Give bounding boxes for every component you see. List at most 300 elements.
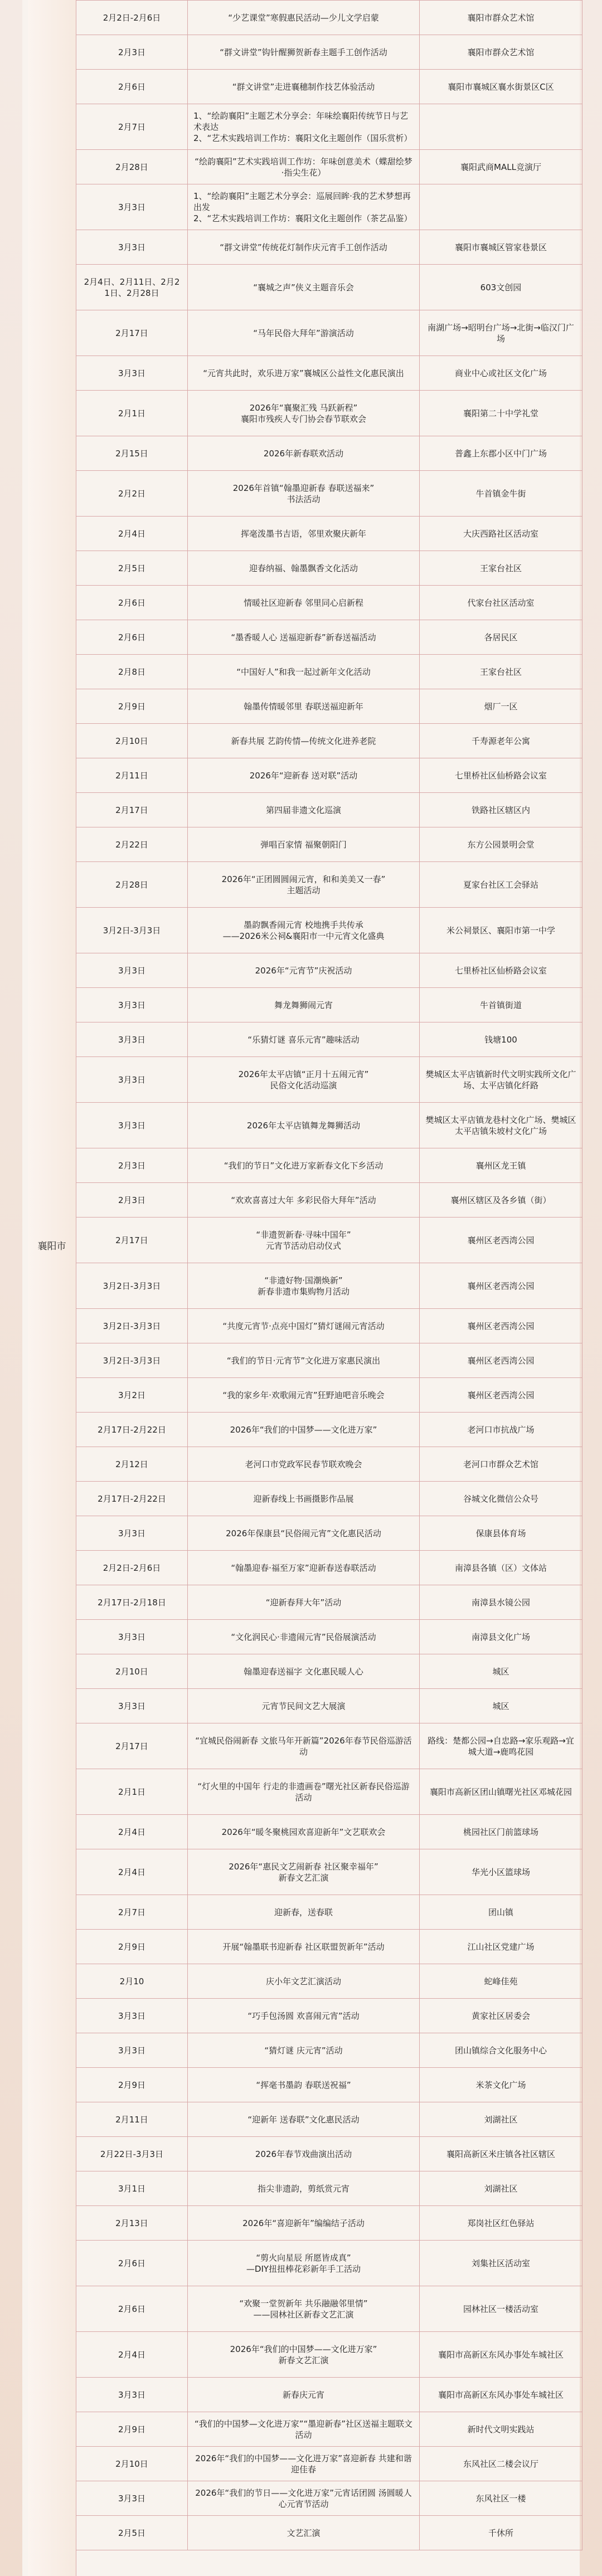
activity-line: 新春文艺汇演 <box>278 1872 329 1883</box>
row-activity <box>188 391 420 436</box>
row-activity <box>188 265 420 310</box>
row-activity <box>188 1343 420 1378</box>
activity-line: 2026年保康县“民俗闹元宵”文化惠民活动 <box>226 1528 381 1538</box>
row-date: 2月10日 <box>76 724 188 758</box>
row-date: 2月17日-2月22日 <box>76 1413 188 1447</box>
table-row <box>76 436 582 471</box>
row-location: 南湖广场→昭明台广场→北街→临汉门广场 <box>420 310 582 356</box>
row-activity <box>188 1218 420 1263</box>
table-row <box>76 265 582 310</box>
row-activity <box>188 586 420 620</box>
table-row <box>76 1 582 35</box>
activity-line: “乐猜灯谜 喜乐元宵”趣味活动 <box>247 1034 360 1045</box>
row-date: 3月3日 <box>76 184 188 230</box>
table-row <box>76 1930 582 1964</box>
activity-line: 老河口市党政军民春节联欢晚会 <box>245 1459 362 1469</box>
activity-line: 翰墨迎春送福字 文化惠民暖人心 <box>244 1666 363 1677</box>
activity-line: “群文讲堂”钩针醒狮贺新春主题手工创作活动 <box>220 47 387 57</box>
row-location: 南漳县文化广场 <box>420 1620 582 1654</box>
row-date: 3月2日 <box>76 1378 188 1413</box>
row-activity <box>188 2412 420 2447</box>
row-activity <box>188 827 420 862</box>
row-date: 3月2日-3月3日 <box>76 1263 188 1309</box>
row-location: 谷城文化微信公众号 <box>420 1482 582 1516</box>
row-date: 2月17日-2月22日 <box>76 1482 188 1516</box>
table-row <box>76 1022 582 1057</box>
activity-line: “灯火里的中国年 行走的非遗画卷”曙光社区新春民俗巡游活动 <box>197 1781 410 1803</box>
row-activity <box>188 1964 420 1999</box>
table-row <box>76 2447 582 2481</box>
row-date: 2月12日 <box>76 1447 188 1482</box>
row-location: 各居民区 <box>420 620 582 655</box>
activity-line: 开展“翰墨联书迎新春 社区联盟贺新年”活动 <box>222 1941 385 1952</box>
row-date: 3月3日 <box>76 2481 188 2516</box>
activity-line: “欢聚一堂贺新年 共乐融融邻里情” <box>239 2298 368 2309</box>
row-date: 2月6日 <box>76 2241 188 2286</box>
activity-line: 主题活动 <box>287 885 321 895</box>
table-row <box>76 2286 582 2332</box>
row-date: 2月9日 <box>76 1930 188 1964</box>
activity-line: 1、“绘韵襄阳”主题艺术分享会：巡展回眸·我的艺术梦想再出发 <box>193 191 411 212</box>
row-activity <box>188 517 420 551</box>
row-activity <box>188 1930 420 1964</box>
row-activity <box>188 1057 420 1103</box>
row-location: 黄家社区居委会 <box>420 1999 582 2033</box>
row-activity <box>188 2102 420 2137</box>
row-date: 3月3日 <box>76 1057 188 1103</box>
table-row <box>76 1999 582 2033</box>
row-location: 大庆西路社区活动室 <box>420 517 582 551</box>
row-date: 2月15日 <box>76 436 188 471</box>
row-location: 王家台社区 <box>420 551 582 586</box>
row-activity <box>188 230 420 265</box>
row-date: 3月3日 <box>76 988 188 1022</box>
row-activity <box>188 2241 420 2286</box>
row-date: 2月4日 <box>76 1849 188 1895</box>
row-location: 华光小区篮球场 <box>420 1849 582 1895</box>
table-row <box>76 2171 582 2206</box>
row-location: 襄阳市襄城区襄水街景区C区 <box>420 70 582 104</box>
row-location: 钱塘100 <box>420 1022 582 1057</box>
activity-line: 挥毫泼墨书吉语，邻里欢聚庆新年 <box>240 528 366 539</box>
row-activity <box>188 689 420 724</box>
row-activity <box>188 1 420 35</box>
row-activity <box>188 620 420 655</box>
activity-line: “马年民俗大拜年”游演活动 <box>253 328 354 338</box>
activity-line: “欢欢喜喜过大年 多彩民俗大拜年”活动 <box>231 1195 376 1205</box>
row-location: 襄州区辖区及各乡镇（街） <box>420 1183 582 1218</box>
row-activity <box>188 1815 420 1849</box>
event-table <box>28 0 585 2576</box>
activity-line: “共度元宵节·点亮中国灯”猜灯谜闹元宵活动 <box>222 1321 385 1331</box>
table-row <box>76 2516 582 2550</box>
row-location: 东风社区一楼 <box>420 2481 582 2516</box>
row-location: 路线：楚都公园→自忠路→家乐观路→宜城大道→鹿鸣花园 <box>420 1723 582 1769</box>
activity-line: 2026年春节戏曲演出活动 <box>255 2149 352 2159</box>
row-activity <box>188 1413 420 1447</box>
row-activity <box>188 436 420 471</box>
table-row <box>76 150 582 184</box>
activity-line: ——2026米公祠&襄阳市一中元宵文化盛典 <box>222 931 385 941</box>
row-date: 3月2日-3月3日 <box>76 1343 188 1378</box>
row-date: 2月28日 <box>76 862 188 908</box>
row-date: 3月3日 <box>76 1022 188 1057</box>
row-activity <box>188 2447 420 2481</box>
row-location: 普鑫上东郡小区中门广场 <box>420 436 582 471</box>
table-row <box>76 2378 582 2412</box>
activity-line: 新春非遗市集购物月活动 <box>257 1286 349 1297</box>
row-location: 王家台社区 <box>420 655 582 689</box>
row-location: 商业中心或社区文化广场 <box>420 356 582 391</box>
row-date: 2月17日 <box>76 1723 188 1769</box>
row-activity <box>188 1723 420 1769</box>
row-location: 烟厂一区 <box>420 689 582 724</box>
row-date: 2月17日 <box>76 310 188 356</box>
row-date: 2月11日 <box>76 758 188 793</box>
table-row <box>76 724 582 758</box>
row-activity <box>188 793 420 827</box>
row-date: 2月22日 <box>76 827 188 862</box>
row-location: 牛首镇街道 <box>420 988 582 1022</box>
row-activity <box>188 1103 420 1148</box>
activity-line: 书法活动 <box>287 494 321 504</box>
activity-line: “元宵共此时，欢乐进万家”襄城区公益性文化惠民演出 <box>203 368 404 378</box>
table-row <box>76 2068 582 2102</box>
row-location: 襄州区老西湾公园 <box>420 1343 582 1378</box>
activity-line: “我们的节日·元宵节”文化进万家惠民演出 <box>226 1355 381 1366</box>
row-activity <box>188 1148 420 1183</box>
row-activity <box>188 908 420 953</box>
row-date: 3月3日 <box>76 1999 188 2033</box>
activity-line: “群文讲堂”走进襄穗制作技艺体验活动 <box>232 81 375 92</box>
table-row <box>76 1447 582 1482</box>
row-location: 襄阳市群众艺术馆 <box>420 35 582 70</box>
row-activity <box>188 150 420 184</box>
row-location: 刘集社区活动室 <box>420 2241 582 2286</box>
table-row <box>76 1516 582 1551</box>
row-date: 3月1日 <box>76 2171 188 2206</box>
row-location: 新时代文明实践站 <box>420 2412 582 2447</box>
row-date: 2月1日 <box>76 1769 188 1815</box>
row-date: 2月6日 <box>76 70 188 104</box>
activity-line: “迎新年 送春联”文化惠民活动 <box>247 2114 360 2125</box>
activity-line: 2026年“惠民文艺闹新春 社区聚幸福年” <box>229 1861 378 1872</box>
row-location: 七里桥社区仙桥路会议室 <box>420 953 582 988</box>
table-row <box>76 70 582 104</box>
activity-line: 第四届非遗文化巡演 <box>265 805 341 815</box>
row-activity <box>188 551 420 586</box>
activity-line: 2026年首镇“翰墨迎新春 春联送福来” <box>232 483 375 493</box>
row-location: 米公祠景区、襄阳市第一中学 <box>420 908 582 953</box>
table-row <box>76 2206 582 2241</box>
activity-line: 舞龙舞狮闹元宵 <box>274 1000 333 1010</box>
row-activity <box>188 471 420 517</box>
activity-line: “文化润民心·非遗闹元宵”民俗展演活动 <box>231 1632 376 1642</box>
row-location: 桃园社区门前篮球场 <box>420 1815 582 1849</box>
table-row <box>76 391 582 436</box>
table-row <box>76 586 582 620</box>
row-date: 2月17日-2月18日 <box>76 1585 188 1620</box>
row-activity <box>188 35 420 70</box>
row-location: 襄阳市高新区团山镇曙光社区邓城花园 <box>420 1769 582 1815</box>
row-location: 城区 <box>420 1654 582 1689</box>
activity-line: 新春共展 艺韵传情—传统文化进养老院 <box>231 736 376 746</box>
row-location: 郑岗社区红色驿站 <box>420 2206 582 2241</box>
table-row <box>76 471 582 517</box>
row-location: 南漳县水镜公园 <box>420 1585 582 1620</box>
table-row <box>76 1849 582 1895</box>
row-date: 2月4日 <box>76 517 188 551</box>
activity-line: “非遗好物·国潮焕新” <box>264 1275 343 1285</box>
activity-line: “剪火向星辰 所愿皆成真” <box>256 2252 351 2263</box>
row-location <box>420 104 582 150</box>
table-row <box>76 1218 582 1263</box>
table-row <box>76 1964 582 1999</box>
activity-line: 2026年太平店镇舞龙舞狮活动 <box>246 1120 361 1131</box>
row-location: 襄州区老西湾公园 <box>420 1309 582 1343</box>
table-row <box>76 2412 582 2447</box>
row-location: 千休所 <box>420 2516 582 2550</box>
row-activity <box>188 758 420 793</box>
row-location: 保康县体育场 <box>420 1516 582 1551</box>
row-activity <box>188 1309 420 1343</box>
row-date: 2月13日 <box>76 2206 188 2241</box>
activity-line: 1、“绘韵襄阳”主题艺术分享会：年味绘襄阳传统节日与艺术表达 <box>193 110 409 132</box>
table-row <box>76 356 582 391</box>
region-column <box>28 0 76 2576</box>
activity-line: 元宵节民间文艺大展演 <box>261 1701 346 1711</box>
row-activity <box>188 1482 420 1516</box>
row-activity <box>188 2481 420 2516</box>
table-row <box>76 862 582 908</box>
activity-line: ——园林社区新春文艺汇演 <box>253 2309 354 2320</box>
activity-line: “我们的中国梦—文化进万家”“墨迎新春”社区送福主题联文活动 <box>194 2418 413 2440</box>
row-location: 东方公园景明会堂 <box>420 827 582 862</box>
table-row <box>76 1413 582 1447</box>
activities-table <box>76 0 582 2550</box>
activity-line: 2、“艺术实践培训工作坊：襄阳文化主题创作（国乐赏析） <box>193 133 412 143</box>
row-location: 603文创园 <box>420 265 582 310</box>
row-location: 襄州区老西湾公园 <box>420 1218 582 1263</box>
table-row <box>76 2241 582 2286</box>
row-date: 2月4日 <box>76 1815 188 1849</box>
table-row <box>76 1620 582 1654</box>
activity-line: 2026年“元宵节”庆祝活动 <box>255 965 352 976</box>
row-date: 2月2日-2月6日 <box>76 1551 188 1585</box>
activity-line: 翰墨传情暖邻里 春联送福迎新年 <box>244 701 363 712</box>
activity-line: 2026年“我们的中国梦——文化进万家” <box>230 2344 377 2354</box>
row-activity <box>188 2378 420 2412</box>
row-activity <box>188 1895 420 1930</box>
row-activity <box>188 2171 420 2206</box>
activity-line: 迎新春，送春联 <box>274 1907 333 1917</box>
row-activity <box>188 1378 420 1413</box>
row-date: 2月1日 <box>76 391 188 436</box>
table-row <box>76 2033 582 2068</box>
row-activity <box>188 724 420 758</box>
row-date: 2月17日 <box>76 1218 188 1263</box>
row-activity <box>188 104 420 150</box>
table-row <box>76 230 582 265</box>
table-row <box>76 655 582 689</box>
row-activity <box>188 310 420 356</box>
row-date: 2月8日 <box>76 655 188 689</box>
row-location: 襄州区老西湾公园 <box>420 1378 582 1413</box>
table-row <box>76 1689 582 1723</box>
activity-line: 元宵节活动启动仪式 <box>265 1240 341 1251</box>
activity-line: “非遗贺新春·寻味中国年” <box>256 1229 351 1240</box>
row-activity <box>188 1447 420 1482</box>
row-activity <box>188 1620 420 1654</box>
row-date: 2月2日-2月6日 <box>76 1 188 35</box>
table-row <box>76 1148 582 1183</box>
activity-line: “挥毫书墨韵 春联送祝福” <box>256 2080 351 2090</box>
activity-line: 指尖非遗韵，剪纸赏元宵 <box>257 2183 349 2194</box>
row-location: 老河口市抗战广场 <box>420 1413 582 1447</box>
row-location: 米茶文化广场 <box>420 2068 582 2102</box>
row-date: 3月2日-3月3日 <box>76 1309 188 1343</box>
row-location: 老河口市群众艺术馆 <box>420 1447 582 1482</box>
table-row <box>76 1815 582 1849</box>
row-date: 2月6日 <box>76 2286 188 2332</box>
activity-line: 迎新春线上书画摄影作品展 <box>253 1493 354 1504</box>
row-activity <box>188 356 420 391</box>
activity-line: 2026年“我们的中国梦——文化进万家”喜迎新春 共建和谐迎佳春 <box>195 2453 412 2475</box>
table-row <box>76 908 582 953</box>
table-row <box>76 988 582 1022</box>
activity-line: 2、“艺术实践培训工作坊：襄阳文化主题创作（茶艺品鉴） <box>193 213 412 223</box>
table-row <box>76 1309 582 1343</box>
activity-line: “绘韵襄阳”艺术实践培训工作坊：年味创意美术（蝶甜绘梦·指尖生花） <box>195 156 412 178</box>
row-activity <box>188 2033 420 2068</box>
row-date: 3月3日 <box>76 1103 188 1148</box>
row-activity <box>188 1849 420 1895</box>
table-row <box>76 758 582 793</box>
activity-line: “襄城之声”侠义主题音乐会 <box>253 282 354 293</box>
row-date: 2月17日 <box>76 793 188 827</box>
row-location: 团山镇 <box>420 1895 582 1930</box>
row-activity <box>188 2068 420 2102</box>
row-date: 2月2日 <box>76 471 188 517</box>
activity-line: 2026年“我们的节日——文化进万家”元宵话团圆 汤圆暖人心元宵节活动 <box>195 2487 412 2509</box>
table-row <box>76 1183 582 1218</box>
row-date: 2月28日 <box>76 150 188 184</box>
activity-line: 2026年“襄聚汇残 马跃新程” <box>249 402 358 413</box>
row-activity <box>188 953 420 988</box>
table-row <box>76 1263 582 1309</box>
activity-line: 情暖社区迎新春 邻里同心启新程 <box>244 597 363 608</box>
row-location: 襄阳市群众艺术馆 <box>420 1 582 35</box>
row-date: 3月3日 <box>76 356 188 391</box>
region-label: 襄阳市 <box>37 1241 66 1252</box>
row-location: 七里桥社区仙桥路会议室 <box>420 758 582 793</box>
row-activity <box>188 184 420 230</box>
row-date: 2月7日 <box>76 1895 188 1930</box>
activity-line: 2026年“喜迎新年”编编结子活动 <box>242 2218 365 2228</box>
row-location: 夏家台社区工会驿站 <box>420 862 582 908</box>
activity-line: 2026年太平店镇“正月十五闹元宵” <box>238 1069 369 1079</box>
row-location: 襄州区老西湾公园 <box>420 1263 582 1309</box>
row-activity <box>188 988 420 1022</box>
row-date: 2月9日 <box>76 689 188 724</box>
row-date: 3月3日 <box>76 1620 188 1654</box>
row-date: 2月10 <box>76 1964 188 1999</box>
table-row <box>76 1769 582 1815</box>
table-row <box>76 1895 582 1930</box>
row-activity <box>188 2286 420 2332</box>
activity-line: 襄阳市残疾人专门协会春节联欢会 <box>240 413 366 424</box>
row-date: 2月3日 <box>76 1148 188 1183</box>
row-activity <box>188 1551 420 1585</box>
table-row <box>76 1723 582 1769</box>
table-row <box>76 620 582 655</box>
table-row <box>76 104 582 150</box>
row-activity <box>188 1183 420 1218</box>
row-location: 襄阳市高新区东风办事处车城社区 <box>420 2332 582 2378</box>
row-date: 3月3日 <box>76 230 188 265</box>
activity-line: 新春庆元宵 <box>282 2389 324 2400</box>
row-date: 2月9日 <box>76 2412 188 2447</box>
row-date: 2月4日、2月11日、2月21日、2月28日 <box>76 265 188 310</box>
activity-line: “我们的节日”文化进万家新春文化下乡活动 <box>224 1160 383 1171</box>
row-date: 3月3日 <box>76 953 188 988</box>
activity-line: “宜城民俗闹新春 文旅马年开新篇”2026年春节民俗巡游活动 <box>195 1735 412 1757</box>
row-date: 3月2日-3月3日 <box>76 908 188 953</box>
row-location: 江山社区党建广场 <box>420 1930 582 1964</box>
activity-line: 2026年“暖冬聚桃园欢喜迎新年”文艺联欢会 <box>221 1827 386 1837</box>
row-date: 3月3日 <box>76 2033 188 2068</box>
row-date: 2月5日 <box>76 2516 188 2550</box>
activity-line: “中国好人”和我一起过新年文化活动 <box>236 666 371 677</box>
activity-line: “墨香暖人心 送福迎新春”新春送福活动 <box>231 632 376 642</box>
activity-line: “群文讲堂”传统花灯制作庆元宵手工创作活动 <box>220 242 387 252</box>
row-location: 牛首镇金牛街 <box>420 471 582 517</box>
table-row <box>76 689 582 724</box>
row-activity <box>188 655 420 689</box>
row-location: 东风社区二楼会议厅 <box>420 2447 582 2481</box>
row-location: 南漳县各镇（区）文体站 <box>420 1551 582 1585</box>
row-activity <box>188 1999 420 2033</box>
activity-line: 2026年新春联欢活动 <box>263 448 344 459</box>
row-location: 蛇峰佳苑 <box>420 1964 582 1999</box>
activity-line: 迎春纳福、翰墨飘香文化活动 <box>249 563 358 573</box>
activity-line: “翰墨迎春·福至万家”迎新春送春联活动 <box>231 1562 376 1573</box>
activity-line: 弹唱百家情 福聚朝阳门 <box>260 839 347 850</box>
row-date: 3月3日 <box>76 2378 188 2412</box>
row-location <box>420 184 582 230</box>
row-activity <box>188 1654 420 1689</box>
row-date: 2月11日 <box>76 2102 188 2137</box>
row-location: 襄阳市高新区东风办事处车城社区 <box>420 2378 582 2412</box>
row-location: 千寿源老年公寓 <box>420 724 582 758</box>
row-location: 园林社区一楼活动室 <box>420 2286 582 2332</box>
row-date: 2月6日 <box>76 586 188 620</box>
row-location: 襄阳武商MALL竞演厅 <box>420 150 582 184</box>
row-date: 2月10日 <box>76 1654 188 1689</box>
activity-line: 文艺汇演 <box>287 2528 321 2538</box>
table-row <box>76 1482 582 1516</box>
row-location: 刘湖社区 <box>420 2102 582 2137</box>
table-row <box>76 1378 582 1413</box>
row-activity <box>188 2137 420 2171</box>
row-date: 3月3日 <box>76 1516 188 1551</box>
table-row <box>76 551 582 586</box>
table-row <box>76 2137 582 2171</box>
table-row <box>76 1654 582 1689</box>
activity-line: 2026年“正团圆圆闹元宵，和和美美又一春” <box>221 874 386 884</box>
row-date: 2月4日 <box>76 2332 188 2378</box>
activity-line: —DIY扭扭棒花彩新年手工活动 <box>246 2263 361 2274</box>
